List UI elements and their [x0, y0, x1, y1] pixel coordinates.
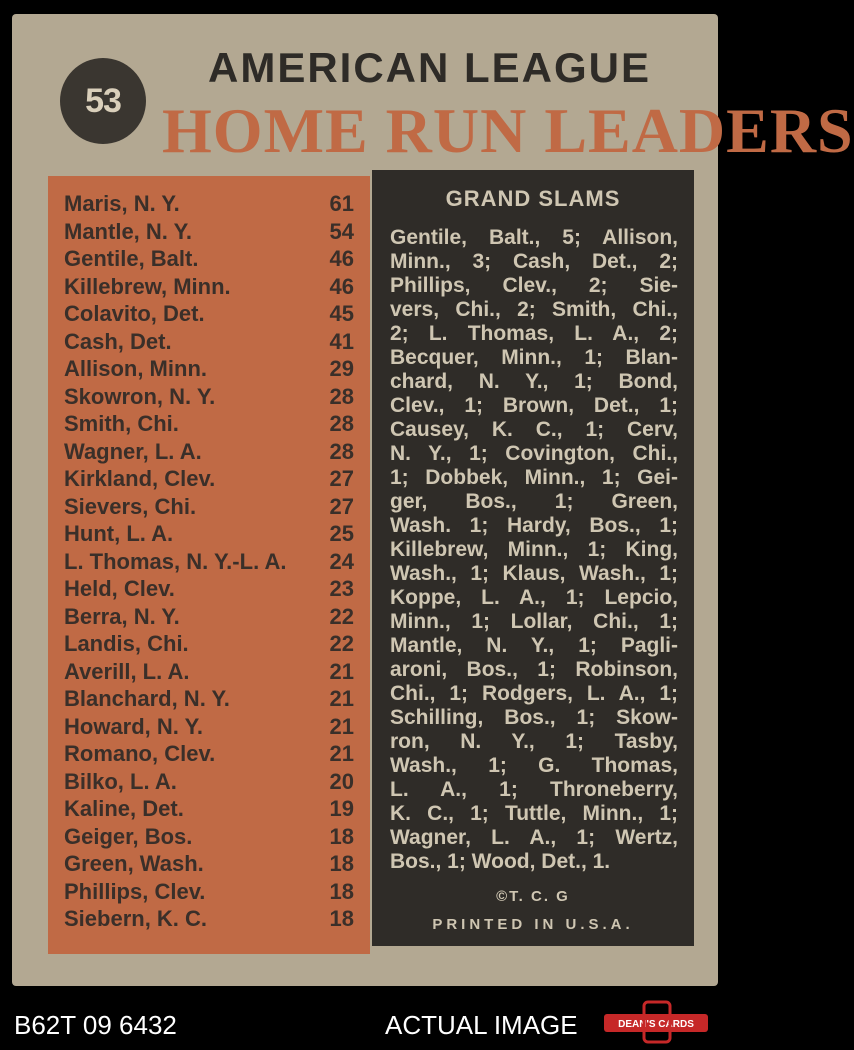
leader-home-runs: 61	[329, 191, 354, 216]
leader-home-runs: 45	[329, 301, 354, 326]
leader-name: Bilko, L. A.	[64, 768, 177, 794]
leader-home-runs: 18	[329, 823, 354, 849]
leader-home-runs: 28	[329, 383, 354, 409]
leader-row	[64, 328, 354, 356]
leader-home-runs: 23	[329, 576, 354, 601]
grand-slam-line: Bos., 1; Wood, Det., 1.	[390, 850, 611, 873]
leader-row	[64, 438, 354, 466]
leader-row	[64, 520, 354, 548]
leader-row	[64, 575, 354, 603]
leader-row	[64, 850, 354, 878]
leader-home-runs: 28	[329, 438, 354, 464]
grand-slam-line: Wagner, L. A., 1; Wertz,	[390, 826, 678, 849]
grand-slam-line: L. A., 1; Throneberry,	[390, 778, 678, 801]
leader-name: Held, Clev.	[64, 576, 175, 601]
leader-row	[64, 548, 354, 576]
leader-home-runs: 21	[329, 686, 354, 711]
leader-row	[64, 355, 354, 383]
leader-home-runs: 21	[329, 658, 354, 684]
grand-slam-line: Clev., 1; Brown, Det., 1;	[390, 394, 678, 417]
leader-name: Mantle, N. Y.	[64, 218, 192, 244]
leader-row	[64, 823, 354, 851]
grand-slam-line: Wash. 1; Hardy, Bos., 1;	[390, 514, 678, 537]
catalog-id: B62T 09 6432	[14, 1010, 177, 1040]
copyright-text: ©T. C. G	[496, 888, 570, 905]
grand-slam-line: chard, N. Y., 1; Bond,	[390, 370, 678, 393]
leader-name: Howard, N. Y.	[64, 713, 203, 739]
leader-name: Allison, Minn.	[64, 356, 207, 381]
leader-name: Averill, L. A.	[64, 658, 190, 684]
leader-name: Berra, N. Y.	[64, 603, 180, 629]
leader-name: Sievers, Chi.	[64, 493, 197, 519]
leader-name: Phillips, Clev.	[64, 878, 206, 904]
leader-row	[64, 383, 354, 411]
card-number-badge	[60, 58, 146, 144]
leader-name: L. Thomas, N. Y.-L. A.	[64, 548, 287, 574]
grand-slam-line: Chi., 1; Rodgers, L. A., 1;	[390, 682, 678, 705]
leader-home-runs: 46	[329, 273, 354, 299]
leader-row	[64, 630, 354, 658]
card-title-leaders: HOME RUN LEADERS	[162, 95, 854, 166]
leader-row	[64, 410, 354, 438]
leader-row	[64, 795, 354, 823]
leader-home-runs: 19	[329, 796, 354, 821]
leader-home-runs: 18	[329, 851, 354, 876]
leader-home-runs: 24	[329, 548, 354, 574]
leader-row	[64, 273, 354, 301]
leader-row	[64, 768, 354, 796]
grand-slam-line: vers, Chi., 2; Smith, Chi.,	[390, 298, 678, 321]
leader-home-runs: 27	[329, 493, 354, 519]
grand-slam-line: ger, Bos., 1; Green,	[390, 490, 678, 513]
leader-row	[64, 465, 354, 493]
leader-home-runs: 41	[329, 328, 354, 354]
leader-name: Siebern, K. C.	[64, 906, 208, 931]
leader-name: Maris, N. Y.	[64, 191, 180, 216]
leader-name: Skowron, N. Y.	[64, 383, 216, 409]
leader-name: Colavito, Det.	[64, 301, 205, 326]
leader-row	[64, 658, 354, 686]
leader-row	[64, 245, 354, 273]
leader-name: Killebrew, Minn.	[64, 273, 231, 299]
grand-slam-line: ron, N. Y., 1; Tasby,	[390, 730, 678, 753]
grand-slam-line: Phillips, Clev., 2; Sie-	[390, 274, 678, 297]
leader-name: Wagner, L. A.	[64, 438, 202, 464]
grand-slam-line: Wash., 1; G. Thomas,	[390, 754, 678, 777]
grand-slam-line: Gentile, Balt., 5; Allison,	[390, 226, 678, 249]
grand-slams-title: GRAND SLAMS	[445, 186, 621, 211]
leader-home-runs: 21	[329, 741, 354, 766]
grand-slam-line: Becquer, Minn., 1; Blan-	[390, 346, 678, 369]
leader-name: Gentile, Balt.	[64, 246, 199, 271]
grand-slam-line: Schilling, Bos., 1; Skow-	[390, 706, 678, 729]
grand-slam-line: 2; L. Thomas, L. A., 2;	[390, 322, 678, 345]
leader-name: Kaline, Det.	[64, 796, 184, 821]
leader-home-runs: 27	[329, 466, 354, 491]
leader-row	[64, 878, 354, 906]
grand-slam-line: Minn., 3; Cash, Det., 2;	[390, 250, 678, 273]
grand-slam-line: aroni, Bos., 1; Robinson,	[390, 658, 678, 681]
leader-row	[64, 713, 354, 741]
leader-row	[64, 300, 354, 328]
leader-home-runs: 18	[329, 878, 354, 904]
grand-slam-line: Wash., 1; Klaus, Wash., 1;	[390, 562, 678, 585]
grand-slam-line: N. Y., 1; Covington, Chi.,	[390, 442, 678, 465]
leader-name: Geiger, Bos.	[64, 823, 193, 849]
leader-row	[64, 190, 354, 218]
leader-name: Romano, Clev.	[64, 741, 216, 766]
grand-slams-panel	[372, 170, 694, 946]
grand-slam-line: 1; Dobbek, Minn., 1; Gei-	[390, 466, 678, 489]
leader-home-runs: 29	[329, 356, 354, 381]
leader-home-runs: 54	[329, 218, 354, 244]
leader-home-runs: 46	[329, 246, 354, 271]
leader-name: Green, Wash.	[64, 851, 204, 876]
svg-text:DEAN'S CARDS: DEAN'S CARDS	[618, 1019, 694, 1030]
grand-slam-line: Killebrew, Minn., 1; King,	[390, 538, 678, 561]
printed-in-usa-text: PRINTED IN U.S.A.	[432, 916, 634, 933]
card-title-league: AMERICAN LEAGUE	[208, 44, 652, 91]
leader-name: Hunt, L. A.	[64, 521, 174, 546]
grand-slam-line: Koppe, L. A., 1; Lepcio,	[390, 586, 678, 609]
leader-home-runs: 22	[329, 631, 354, 656]
leader-name: Kirkland, Clev.	[64, 466, 216, 491]
leader-row	[64, 905, 354, 933]
leader-row	[64, 603, 354, 631]
leader-row	[64, 740, 354, 768]
grand-slam-line: K. C., 1; Tuttle, Minn., 1;	[390, 802, 678, 825]
card-number: 53	[85, 81, 121, 120]
leader-name: Cash, Det.	[64, 328, 172, 354]
actual-image-label: ACTUAL IMAGE	[385, 1010, 578, 1040]
leader-row	[64, 685, 354, 713]
leader-home-runs: 28	[329, 411, 354, 436]
grand-slam-line: Mantle, N. Y., 1; Pagli-	[390, 634, 678, 657]
leader-home-runs: 22	[329, 603, 354, 629]
leader-row	[64, 218, 354, 246]
leader-row	[64, 493, 354, 521]
leaders-panel	[48, 176, 370, 954]
grand-slam-line: Minn., 1; Lollar, Chi., 1;	[390, 610, 678, 633]
leader-home-runs: 18	[329, 906, 354, 931]
leader-name: Smith, Chi.	[64, 411, 179, 436]
leader-name: Landis, Chi.	[64, 631, 189, 656]
leader-home-runs: 25	[329, 521, 354, 546]
leader-home-runs: 21	[329, 713, 354, 739]
leader-name: Blanchard, N. Y.	[64, 686, 230, 711]
deans-cards-logo	[604, 1000, 708, 1044]
leader-home-runs: 20	[329, 768, 354, 794]
grand-slam-line: Causey, K. C., 1; Cerv,	[390, 418, 678, 441]
